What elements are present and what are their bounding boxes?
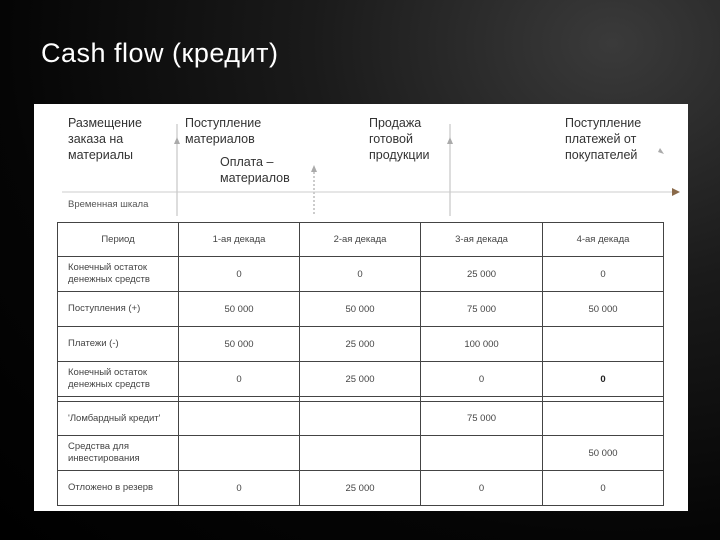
row-label: Средства для инвестирования: [58, 436, 179, 471]
table-cell: 0: [421, 362, 543, 397]
label-materials-payment: Оплата – материалов: [220, 155, 290, 185]
table-cell: 75 000: [421, 292, 543, 327]
table-cell: [179, 402, 300, 436]
table-cell: 0: [179, 257, 300, 292]
header-cell: 2-ая декада: [300, 223, 421, 257]
table-cell: 25 000: [300, 362, 421, 397]
table-cell: [543, 402, 664, 436]
header-cell: 3-ая декада: [421, 223, 543, 257]
row-label: 'Ломбардный кредит': [58, 402, 179, 436]
table-cell: 0: [543, 362, 664, 397]
header-cell: Период: [58, 223, 179, 257]
table-cell: [300, 436, 421, 471]
table-cell: 25 000: [300, 471, 421, 506]
table-cell: 0: [421, 471, 543, 506]
table-row: [58, 436, 664, 471]
arrow-up-icon: [311, 165, 317, 172]
table-cell: 75 000: [421, 402, 543, 436]
table-cell: 50 000: [179, 292, 300, 327]
table-cell: [300, 402, 421, 436]
slide-title: Cash flow (кредит): [41, 38, 279, 68]
table-cell: 0: [179, 471, 300, 506]
cash-flow-table: [57, 222, 664, 506]
table-row: [58, 257, 664, 292]
header-cell: 1-ая декада: [179, 223, 300, 257]
table-row: [58, 471, 664, 506]
header-cell: 4-ая декада: [543, 223, 664, 257]
slide-content-panel: [34, 104, 688, 511]
row-label: Платежи (-): [58, 327, 179, 362]
table-cell: 0: [300, 257, 421, 292]
row-label: Отложено в резерв: [58, 471, 179, 506]
label-product-sale: Продажа готовой продукции: [369, 116, 430, 162]
timeline-arrow-icon: [672, 188, 680, 196]
table-cell: 25 000: [300, 327, 421, 362]
table-cell: 0: [543, 257, 664, 292]
table-cell: 100 000: [421, 327, 543, 362]
label-materials-receipt: Поступление материалов: [185, 116, 262, 146]
row-label: Конечный остаток денежных средств: [58, 257, 179, 292]
arrow-up-icon: [174, 137, 180, 144]
row-label: Поступления (+): [58, 292, 179, 327]
table-header-row: [58, 223, 664, 257]
table-row: [58, 402, 664, 436]
table-cell: 0: [543, 471, 664, 506]
table-cell: 50 000: [179, 327, 300, 362]
table-cell: 0: [179, 362, 300, 397]
label-order-placement: Размещение заказа на материалы: [68, 116, 142, 162]
row-label: Конечный остаток денежных средств: [58, 362, 179, 397]
table-cell: [179, 436, 300, 471]
table-row: [58, 292, 664, 327]
label-customer-payments: Поступление платежей от покупателей: [565, 116, 642, 162]
table-row: [58, 362, 664, 397]
timeline-axis-label: Временная шкала: [68, 199, 149, 210]
table-cell: 50 000: [300, 292, 421, 327]
table-cell: [421, 436, 543, 471]
table-cell: 25 000: [421, 257, 543, 292]
table-row: [58, 327, 664, 362]
table-cell: 50 000: [543, 292, 664, 327]
table-cell: [543, 327, 664, 362]
table-cell: 50 000: [543, 436, 664, 471]
